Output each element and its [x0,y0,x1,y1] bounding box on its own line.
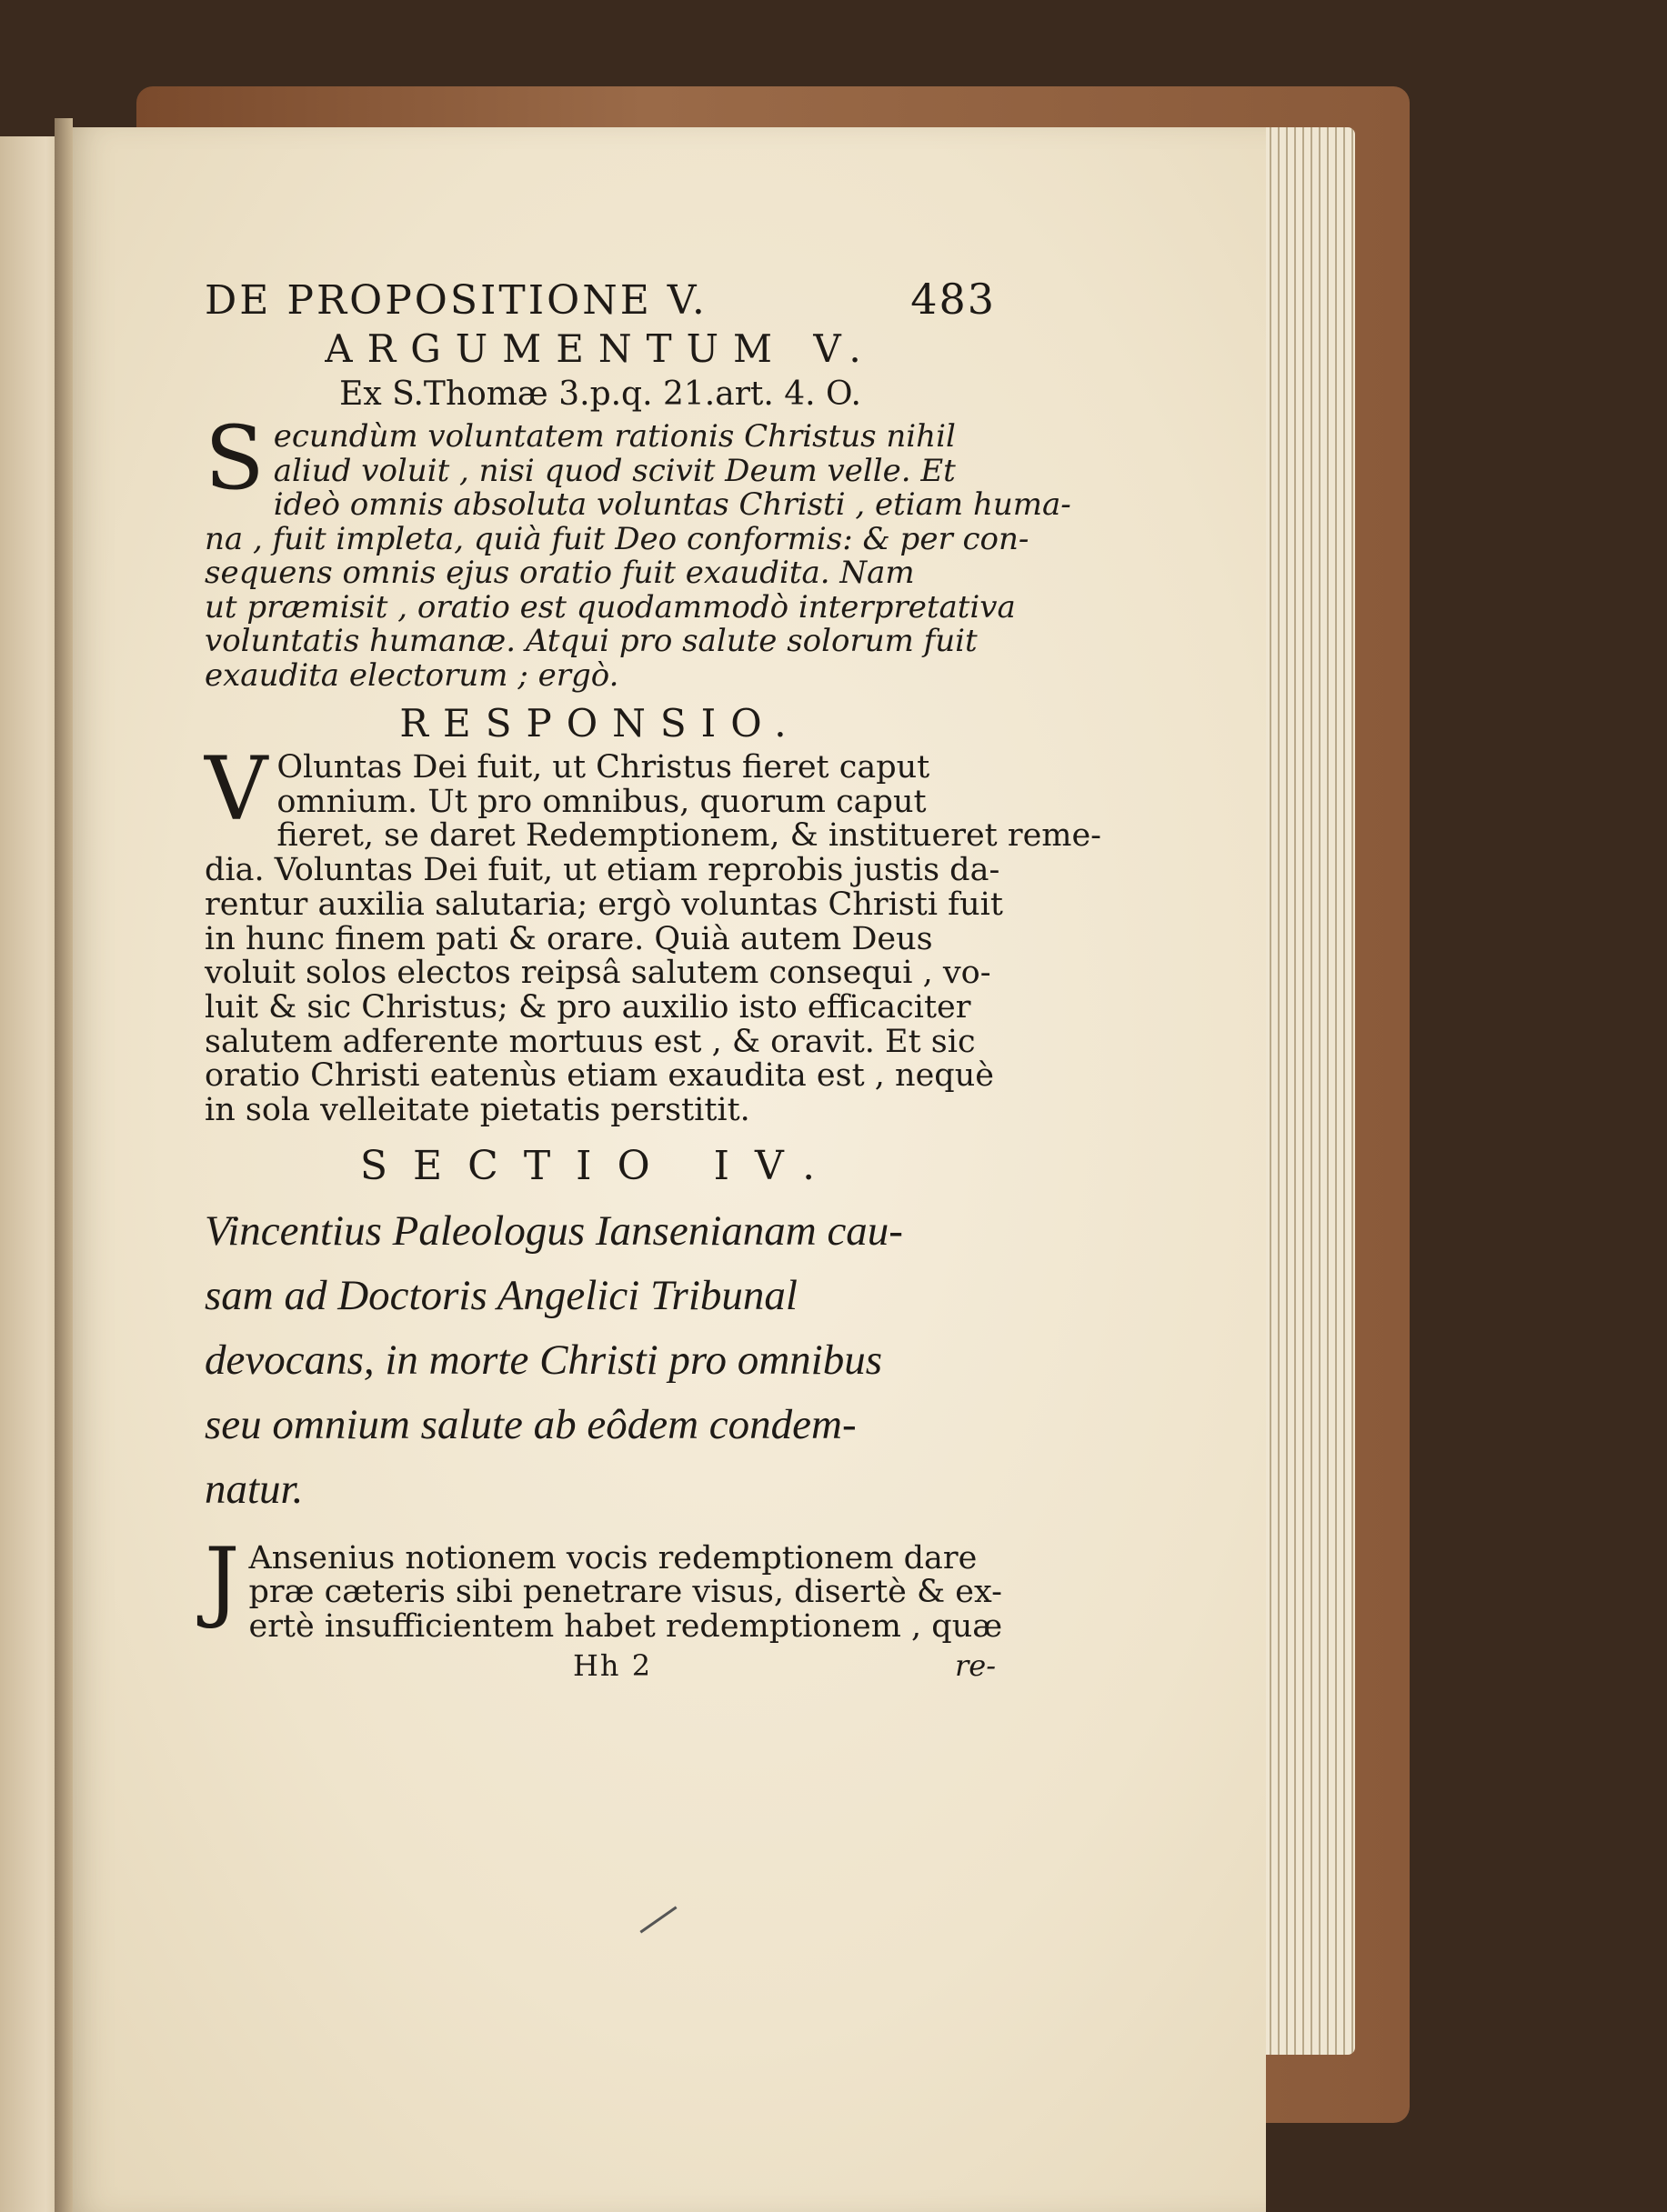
text-line: luit & sic Christus; & pro auxilio isto efficaciter [205,988,971,1026]
text-line: voluntatis humanæ. Atqui pro salute solorum fuit [205,623,978,659]
text-line: præ cæteris sibi penetrare visus, disertè & ex- [248,1574,1002,1611]
running-head-title: DE PROPOSITIONE V. [205,277,708,324]
summary-line: devocans, in morte Christi pro omnibus [205,1336,883,1384]
text-line: Ansenius notionem vocis redemptionem dare [248,1539,978,1576]
text-line: na , fuit impleta, quià fuit Deo conformis: & per con- [205,520,1029,557]
text-line: omnium. Ut pro omnibus, quorum caput [276,783,927,820]
summary-line: seu omnium salute ab eôdem condem- [205,1400,857,1448]
text-line: dia. Voluntas Dei fuit, ut etiam reprobis justis da- [205,852,1000,889]
text-line: ecundùm voluntatem rationis Christus nihil [273,418,956,455]
text-line: exaudita electorum ; ergò. [205,656,619,694]
page-footer [205,1648,996,1685]
text-line: Oluntas Dei fuit, ut Christus fieret caput [276,749,930,786]
signature-mark: Hh 2 [573,1647,653,1683]
final-paragraph [205,1528,1003,1646]
dropcap: V [205,738,268,840]
text-line: rentur auxilia salutaria; ergò voluntas Christi fuit [205,886,1003,923]
book-gutter [55,118,73,2212]
text-line: aliud voluit , nisi quod scivit Deum velle. Et [273,452,956,489]
dropcap: J [205,1528,240,1631]
text-line: voluit solos electos reipsâ salutem consequi , vo- [205,955,991,992]
text-line: ideò omnis absoluta voluntas Christi , etiam huma- [273,486,1071,523]
page-text [205,273,1102,1685]
argument-source: Ex S.Thomæ 3.p.q. 21.art. 4. O. [339,375,861,413]
response-paragraph [205,738,1102,1129]
summary-line: natur. [205,1465,304,1513]
text-line: fieret, se daret Redemptionem, & institueret reme- [276,817,1102,855]
text-line: ut præmisit , oratio est quodammodò interpretativa [205,588,1016,626]
response-heading: RESPONSIO. [399,701,801,746]
page-stack-edge [1255,127,1355,2055]
section-summary [205,1199,996,1522]
text-line: salutem adferente mortuus est , & oravit. Et sic [205,1023,976,1060]
section-title: SECTIO IV. [359,1142,841,1189]
catchword: re- [954,1647,996,1683]
text-line: sequens omnis ejus oratio fuit exaudita. Nam [205,555,915,591]
summary-line: Vincentius Paleologus Iansenianam cau- [205,1206,903,1255]
running-head [205,273,996,325]
dropcap: S [205,407,265,509]
page-number: 483 [910,275,996,324]
text-line: in hunc finem pati & orare. Quià autem Deus [205,920,933,957]
argument-heading: ARGUMENTUM V. [325,326,876,371]
text-line: ertè insufficientem habet redemptionem , quæ [248,1608,1003,1646]
summary-line: sam ad Doctoris Angelici Tribunal [205,1271,798,1319]
text-line: oratio Christi eatenùs etiam exaudita est , nequè [205,1057,994,1095]
argument-paragraph [205,407,1071,694]
text-line: in sola velleitate pietatis perstitit. [205,1092,750,1129]
